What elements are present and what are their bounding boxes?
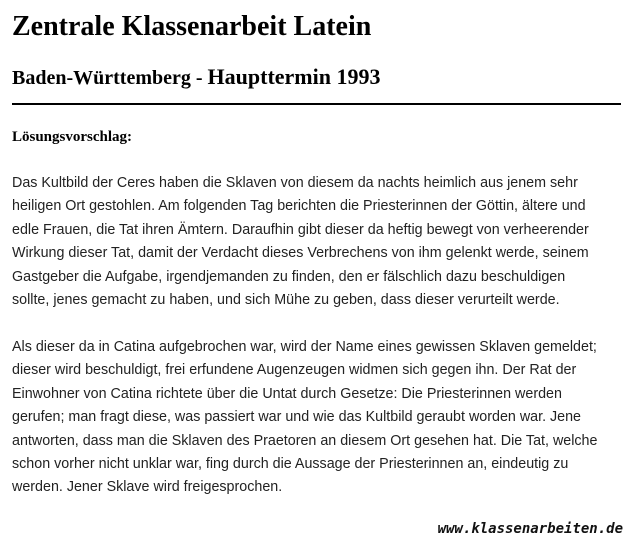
document-title: Zentrale Klassenarbeit Latein — [12, 11, 372, 42]
subtitle-region: Baden-Württemberg - — [12, 67, 208, 89]
section-label: Lösungsvorschlag: — [12, 129, 133, 145]
paragraph-1 — [12, 172, 619, 312]
paragraph-line: antworten, dass man die Sklaven des Praetoren an diesem Ort gesehen hat. Die Tat, welche — [12, 432, 598, 449]
paragraph-line: Als dieser da in Catina aufgebrochen war, wird der Name eines gewissen Sklaven gemeldet; — [12, 339, 597, 355]
paragraph-line: gerufen; man fragt diese, was passiert war und wie das Kultbild geraubt worden war. Jene — [12, 409, 582, 426]
paragraph-line: Das Kultbild der Ceres haben die Sklaven von diesem da nachts heimlich aus jenem sehr — [12, 175, 578, 191]
site-watermark: www.klassenarbeiten.de — [437, 521, 623, 537]
paragraph-line: Gastgeber die Aufgabe, irgendjemanden zu finden, den er fälschlich dazu beschuldigen — [12, 268, 566, 285]
paragraph-line: Einwohner von Catina richtete über die Untat durch Gesetze: Die Priesterinnen werden — [12, 385, 562, 402]
document-subtitle — [12, 64, 380, 91]
paragraph-line: Wirkung dieser Tat, damit der Verdacht dieses Verbrechens von ihm gelenkt werde, seinem — [12, 245, 589, 262]
paragraph-line: werden. Jener Sklave wird freigesprochen. — [12, 479, 283, 496]
paragraph-line: dieser wird beschuldigt, frei erfundene Augenzeugen widmen sich gegen ihn. Der Rat der — [12, 362, 577, 379]
header-divider — [12, 103, 621, 105]
paragraph-line: schon vorher nicht unklar war, fing durch die Aussage der Priesterinnen an, eindeutig zu — [12, 456, 569, 473]
paragraph-line: edle Frauen, die Tat ihren Ämtern. Daraufhin gibt dieser da heftig bewegt von verheerender — [12, 221, 589, 238]
subtitle-term: Haupttermin 1993 — [207, 64, 381, 89]
paragraph-2 — [12, 336, 619, 500]
paragraph-line: sollte, jenes gemacht zu haben, und sich Mühe zu geben, dass dieser verurteilt werde. — [12, 292, 560, 309]
paragraph-line: heiligen Ort gestohlen. Am folgenden Tag berichten die Priesterinnen der Göttin, ältere und — [12, 198, 586, 215]
